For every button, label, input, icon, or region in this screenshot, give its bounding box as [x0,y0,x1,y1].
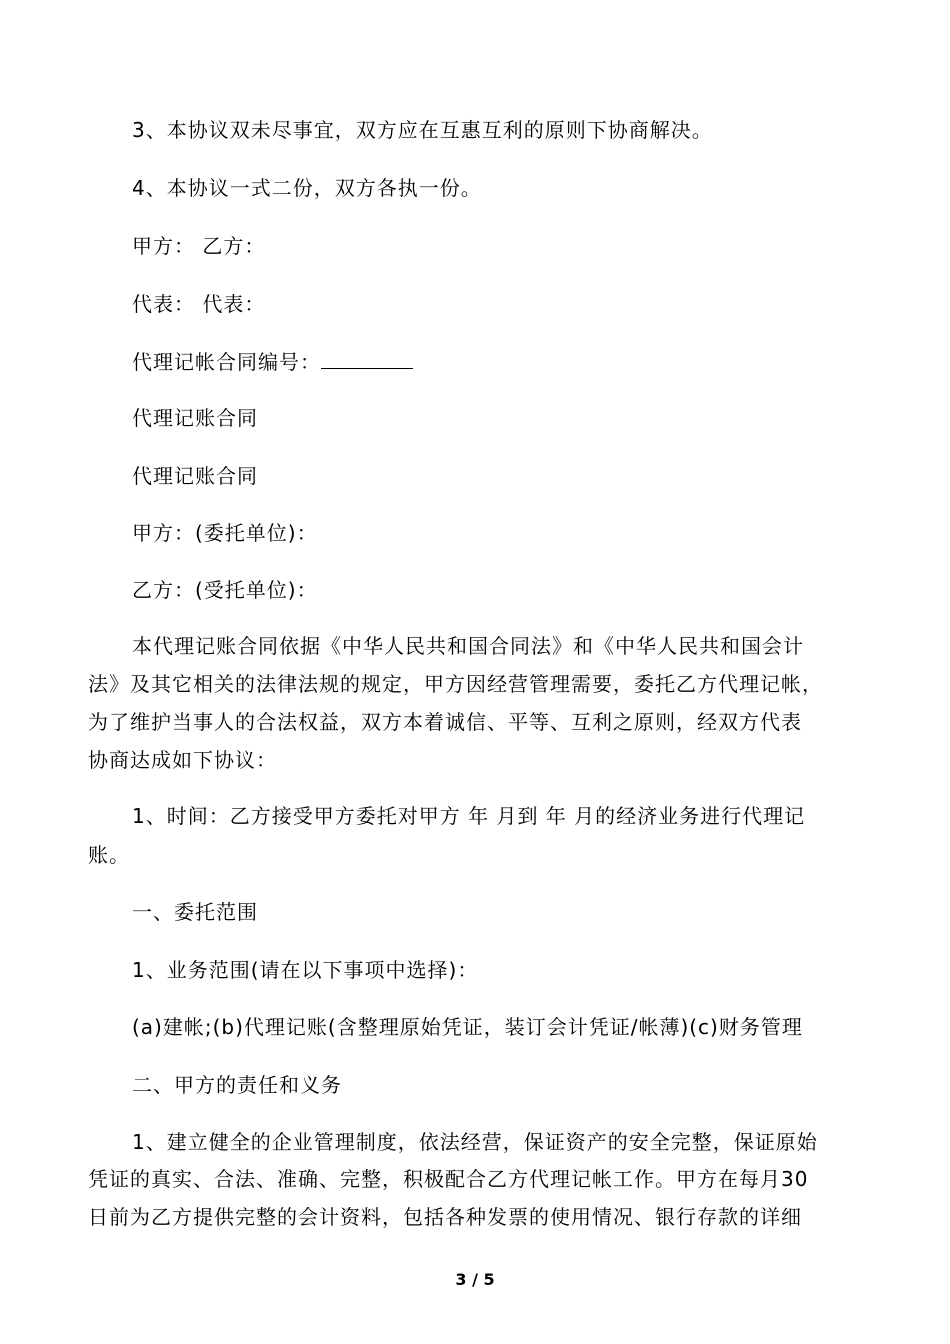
section-heading: 二、甲方的责任和义务 [132,1073,342,1097]
contract-title-2: 代理记账合同 [132,464,258,488]
paragraph-line: 协商达成如下协议： [88,748,277,772]
paragraph-line: 日前为乙方提供完整的会计资料，包括各种发票的使用情况、银行存款的详细 [88,1205,802,1229]
paragraph-line: 本代理记账合同依据《中华人民共和国合同法》和《中华人民共和国会计 [132,634,804,658]
contract-title-1: 代理记账合同 [132,406,258,430]
scope-line: 1、业务范围(请在以下事项中选择)： [132,958,479,982]
paragraph-line: 凭证的真实、合法、准确、完整，积极配合乙方代理记帐工作。甲方在每月30 [88,1167,809,1191]
page-number: 3 / 5 [455,1270,495,1289]
section-heading: 一、委托范围 [132,900,258,924]
representative-line: 代表： 代表： [132,292,266,316]
clause-4: 4、本协议一式二份，双方各执一份。 [132,176,482,200]
contract-number-blank [321,350,413,369]
scope-options-line: (a)建帐;(b)代理记账(含整理原始凭证，装订会计凭证/帐薄)(c)财务管理 [132,1015,803,1039]
paragraph-line: 1、时间：乙方接受甲方委托对甲方 年 月到 年 月的经济业务进行代理记 [132,804,806,828]
clause-3: 3、本协议双未尽事宜，双方应在互惠互利的原则下协商解决。 [132,118,713,142]
party-b-line: 乙方：(受托单位)： [132,578,318,602]
paragraph-line: 法》及其它相关的法律法规的规定，甲方因经营管理需要，委托乙方代理记帐， [88,672,823,696]
paragraph-line: 为了维护当事人的合法权益，双方本着诚信、平等、互利之原则，经双方代表 [88,710,802,734]
party-a-line: 甲方：(委托单位)： [132,521,318,545]
paragraph-line: 1、建立健全的企业管理制度，依法经营，保证资产的安全完整，保证原始 [132,1130,818,1154]
contract-number-label: 代理记帐合同编号： [132,350,321,374]
paragraph-line: 账。 [88,843,130,867]
contract-number-line [132,350,912,374]
party-line: 甲方： 乙方： [132,234,266,258]
